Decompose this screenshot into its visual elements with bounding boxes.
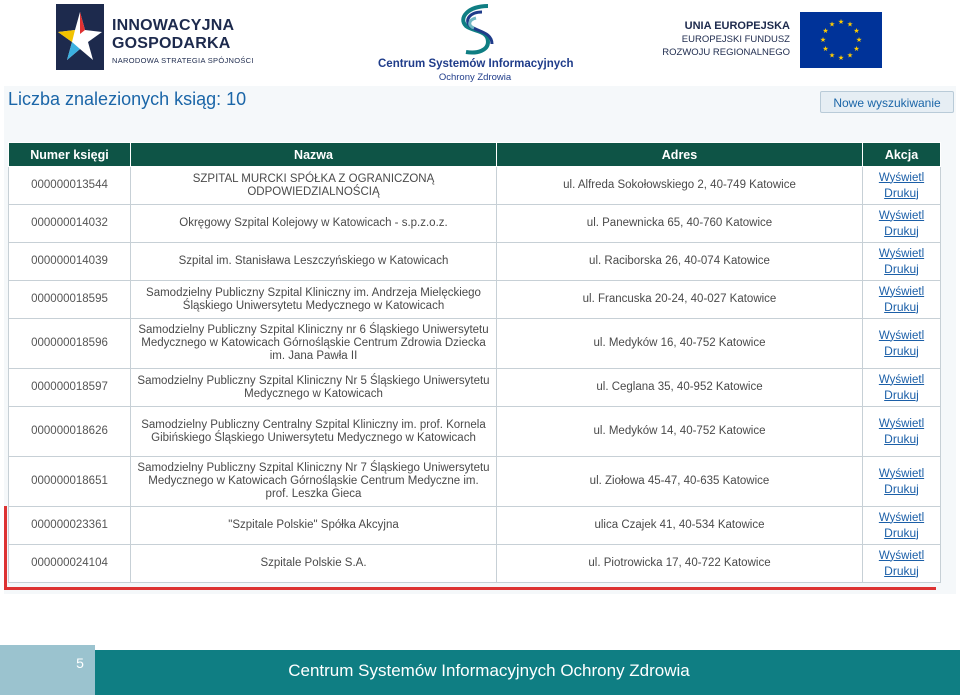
facility-name: Szpitale Polskie S.A. — [131, 545, 497, 583]
book-number: 000000014039 — [9, 243, 131, 281]
logo-right-line3: ROZWOJU REGIONALNEGO — [662, 47, 790, 58]
show-link[interactable]: Wyświetl — [878, 467, 925, 480]
svg-text:★: ★ — [837, 54, 845, 62]
svg-text:★: ★ — [822, 45, 829, 53]
eu-fund-logo — [646, 12, 886, 70]
table-row — [9, 281, 941, 319]
svg-text:★: ★ — [846, 51, 854, 60]
logo-center-line2: Ochrony Zdrowia — [438, 72, 512, 83]
page-number: 5 — [76, 655, 84, 671]
csioz-wave-icon — [452, 2, 498, 56]
print-link[interactable]: Drukuj — [884, 481, 919, 496]
book-number: 000000023361 — [9, 507, 131, 545]
svg-text:★: ★ — [853, 45, 860, 53]
print-link[interactable]: Drukuj — [884, 563, 919, 578]
show-link[interactable]: Wyświetl — [878, 329, 925, 342]
facility-name: "Szpitale Polskie" Spółka Akcyjna — [131, 507, 497, 545]
book-number: 000000014032 — [9, 205, 131, 243]
results-count-title: Liczba znalezionych ksiąg: 10 — [8, 89, 247, 109]
print-link[interactable]: Drukuj — [884, 223, 919, 238]
svg-text:★: ★ — [828, 20, 836, 29]
show-link[interactable]: Wyświetl — [878, 549, 925, 562]
show-link[interactable]: Wyświetl — [878, 209, 925, 222]
table-row — [9, 369, 941, 407]
logo-left-line3: NARODOWA STRATEGIA SPÓJNOŚCI — [112, 56, 254, 65]
print-link[interactable]: Drukuj — [884, 525, 919, 540]
facility-address: ulica Czajek 41, 40-534 Katowice — [497, 507, 863, 545]
svg-text:★: ★ — [846, 20, 854, 29]
show-link[interactable]: Wyświetl — [878, 247, 925, 260]
logo-right-line1: UNIA EUROPEJSKA — [684, 20, 790, 32]
print-link[interactable]: Drukuj — [884, 387, 919, 402]
col-header-number: Numer księgi — [9, 143, 131, 167]
book-number: 000000018626 — [9, 407, 131, 457]
eu-flag-icon — [800, 12, 882, 68]
facility-name: Samodzielny Publiczny Szpital Kliniczny Nr 7 Śląskiego Uniwersytetu Medycznego w Katowicach Górnośląskie Centrum Medyczne im. prof. Leszka Gieca — [131, 457, 497, 507]
red-highlight-frame — [4, 506, 936, 590]
print-link[interactable]: Drukuj — [884, 431, 919, 446]
book-number: 000000018597 — [9, 369, 131, 407]
book-number: 000000018651 — [9, 457, 131, 507]
facility-address: ul. Medyków 16, 40-752 Katowice — [497, 319, 863, 369]
table-row — [9, 243, 941, 281]
facility-name: Samodzielny Publiczny Centralny Szpital Kliniczny im. prof. Kornela Gibińskiego Śląskiego Uniwersytetu Medycznego w Katowicach — [131, 407, 497, 457]
svg-text:★: ★ — [819, 36, 827, 44]
col-header-action: Akcja — [863, 143, 941, 167]
logo-right-line2: EUROPEJSKI FUNDUSZ — [681, 34, 790, 45]
col-header-address: Adres — [497, 143, 863, 167]
table-header-row — [9, 143, 941, 167]
star-logo-icon — [56, 4, 104, 70]
book-number: 000000013544 — [9, 167, 131, 205]
facility-address: ul. Panewnicka 65, 40-760 Katowice — [497, 205, 863, 243]
print-link[interactable]: Drukuj — [884, 343, 919, 358]
col-header-name: Nazwa — [131, 143, 497, 167]
facility-address: ul. Piotrowicka 17, 40-722 Katowice — [497, 545, 863, 583]
table-row — [9, 167, 941, 205]
facility-name: SZPITAL MURCKI SPÓŁKA Z OGRANICZONĄ ODPOWIEDZIALNOŚCIĄ — [131, 167, 497, 205]
svg-text:★: ★ — [828, 51, 836, 60]
show-link[interactable]: Wyświetl — [878, 373, 925, 386]
show-link[interactable]: Wyświetl — [878, 511, 925, 524]
table-row — [9, 205, 941, 243]
facility-name: Samodzielny Publiczny Szpital Kliniczny im. Andrzeja Mielęckiego Śląskiego Uniwersytetu Medycznego w Katowicach — [131, 281, 497, 319]
book-number: 000000024104 — [9, 545, 131, 583]
print-link[interactable]: Drukuj — [884, 185, 919, 200]
book-number: 000000018596 — [9, 319, 131, 369]
svg-text:★: ★ — [837, 18, 845, 26]
innowacyjna-gospodarka-logo — [56, 4, 276, 70]
logo-center-line1: Centrum Systemów Informacyjnych — [378, 58, 574, 70]
svg-text:★: ★ — [853, 27, 860, 35]
facility-name: Okręgowy Szpital Kolejowy w Katowicach - s.p.z.o.z. — [131, 205, 497, 243]
print-link[interactable]: Drukuj — [884, 261, 919, 276]
search-results-panel — [4, 86, 956, 594]
table-row — [9, 457, 941, 507]
svg-text:★: ★ — [822, 27, 829, 35]
logo-left-line2: GOSPODARKA — [112, 35, 231, 52]
logo-left-line1: INNOWACYJNA — [112, 17, 235, 34]
show-link[interactable]: Wyświetl — [878, 171, 925, 184]
table-row — [9, 319, 941, 369]
show-link[interactable]: Wyświetl — [878, 417, 925, 430]
svg-text:★: ★ — [855, 36, 863, 44]
facility-address: ul. Ziołowa 45-47, 40-635 Katowice — [497, 457, 863, 507]
csioz-logo — [378, 2, 578, 82]
new-search-button[interactable]: Nowe wyszukiwanie — [820, 91, 954, 113]
footer-bar — [95, 650, 960, 695]
print-link[interactable]: Drukuj — [884, 299, 919, 314]
facility-name: Samodzielny Publiczny Szpital Kliniczny Nr 5 Śląskiego Uniwersytetu Medycznego w Katowicach — [131, 369, 497, 407]
facility-address: ul. Ceglana 35, 40-952 Katowice — [497, 369, 863, 407]
facility-name: Szpital im. Stanisława Leszczyńskiego w Katowicach — [131, 243, 497, 281]
footer-left-block — [0, 645, 95, 695]
book-number: 000000018595 — [9, 281, 131, 319]
facility-address: ul. Medyków 14, 40-752 Katowice — [497, 407, 863, 457]
facility-address: ul. Francuska 20-24, 40-027 Katowice — [497, 281, 863, 319]
footer-title: Centrum Systemów Informacyjnych Ochrony Zdrowia — [288, 661, 690, 680]
show-link[interactable]: Wyświetl — [878, 285, 925, 298]
facility-address: ul. Raciborska 26, 40-074 Katowice — [497, 243, 863, 281]
facility-address: ul. Alfreda Sokołowskiego 2, 40-749 Katowice — [497, 167, 863, 205]
facility-name: Samodzielny Publiczny Szpital Kliniczny nr 6 Śląskiego Uniwersytetu Medycznego w Katowicach Górnośląskie Centrum Zdrowia Dziecka im. Jana Pawła II — [131, 319, 497, 369]
table-row — [9, 407, 941, 457]
